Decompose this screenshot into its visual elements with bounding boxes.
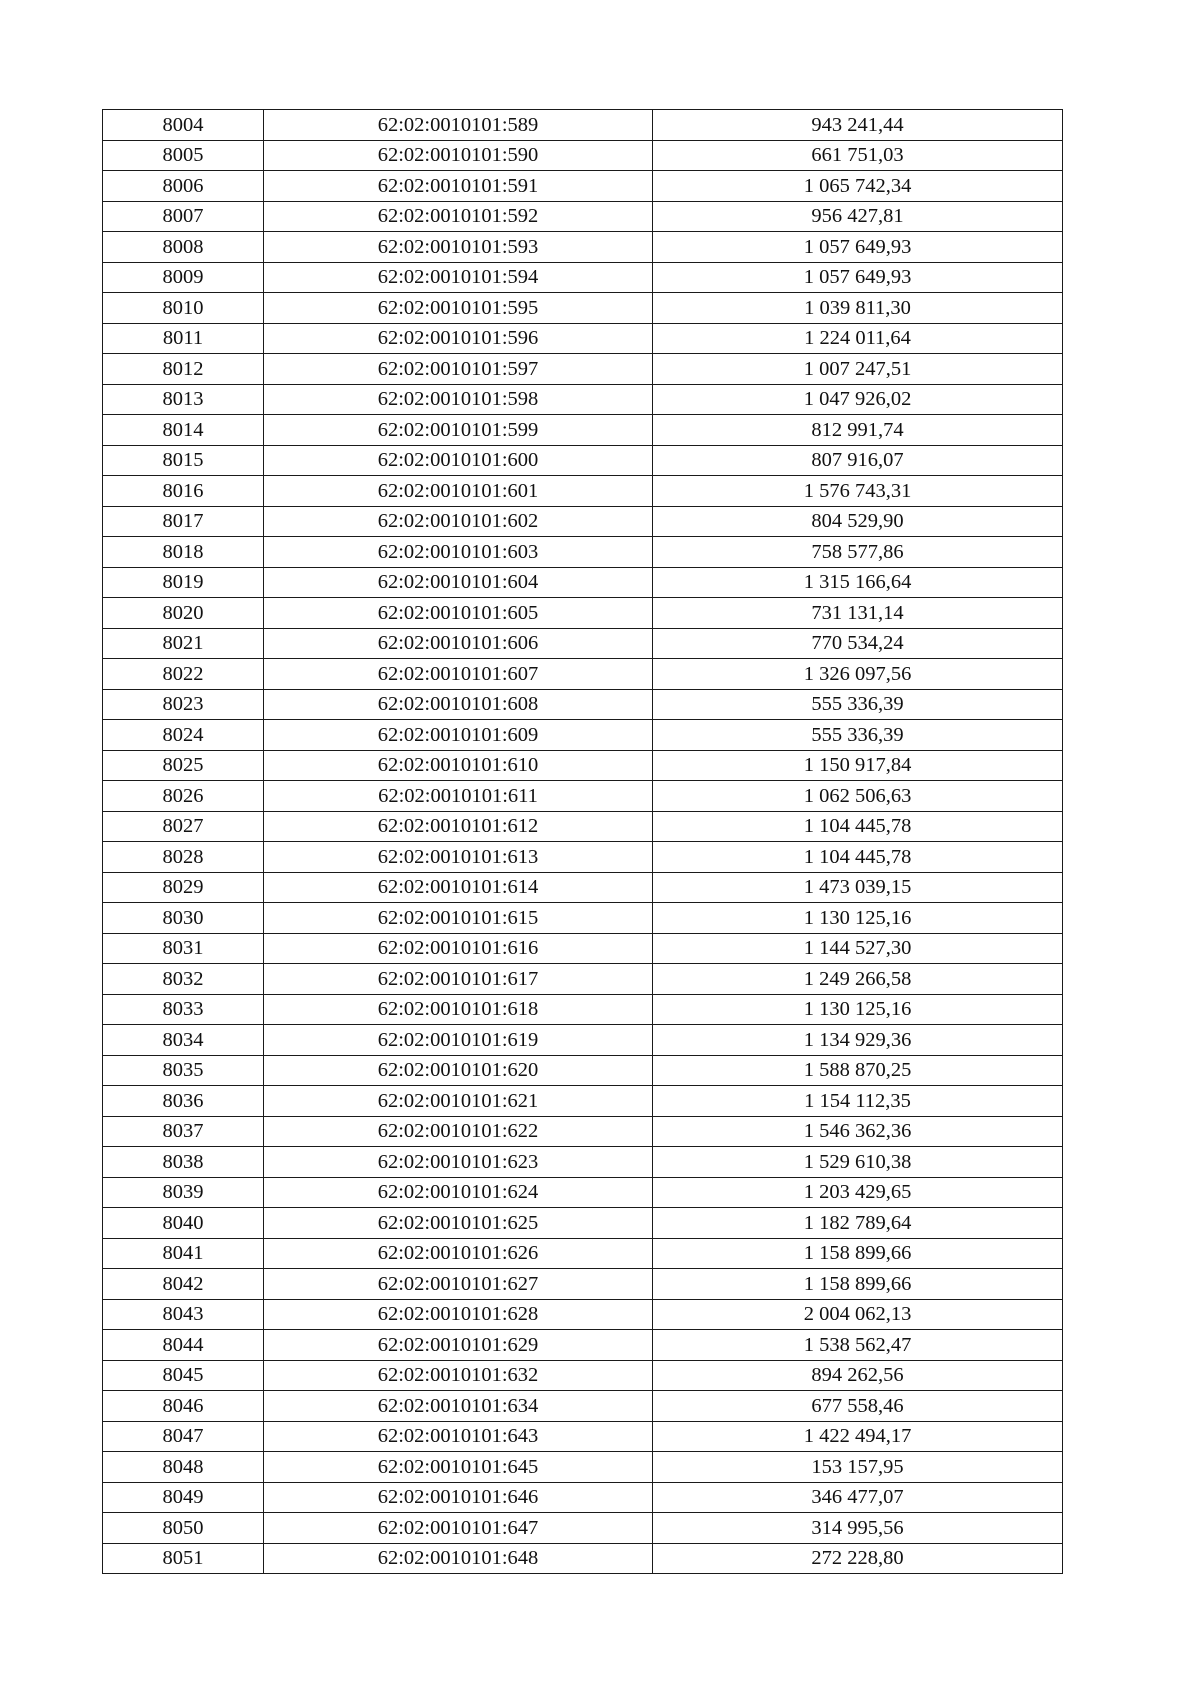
table-row (103, 1238, 1063, 1269)
cadastral-number-cell: 62:02:0010101:619 (264, 1025, 653, 1056)
value-cell: 1 062 506,63 (653, 781, 1063, 812)
table-row (103, 1116, 1063, 1147)
table-row (103, 232, 1063, 263)
table-row (103, 720, 1063, 751)
cadastral-number-cell: 62:02:0010101:609 (264, 720, 653, 751)
row-number-cell: 8043 (103, 1299, 264, 1330)
table-row (103, 1360, 1063, 1391)
cadastral-number-cell: 62:02:0010101:600 (264, 445, 653, 476)
value-cell: 1 154 112,35 (653, 1086, 1063, 1117)
table-row (103, 1025, 1063, 1056)
row-number-cell: 8014 (103, 415, 264, 446)
row-number-cell: 8040 (103, 1208, 264, 1239)
cadastral-number-cell: 62:02:0010101:634 (264, 1391, 653, 1422)
row-number-cell: 8046 (103, 1391, 264, 1422)
table-row (103, 445, 1063, 476)
value-cell: 804 529,90 (653, 506, 1063, 537)
table-row (103, 1147, 1063, 1178)
cadastral-number-cell: 62:02:0010101:622 (264, 1116, 653, 1147)
row-number-cell: 8021 (103, 628, 264, 659)
row-number-cell: 8031 (103, 933, 264, 964)
table-row (103, 171, 1063, 202)
value-cell: 1 144 527,30 (653, 933, 1063, 964)
cadastral-number-cell: 62:02:0010101:591 (264, 171, 653, 202)
table-row (103, 750, 1063, 781)
cadastral-number-cell: 62:02:0010101:617 (264, 964, 653, 995)
value-cell: 1 130 125,16 (653, 903, 1063, 934)
cadastral-number-cell: 62:02:0010101:595 (264, 293, 653, 324)
value-cell: 1 249 266,58 (653, 964, 1063, 995)
table-row (103, 1482, 1063, 1513)
value-cell: 1 047 926,02 (653, 384, 1063, 415)
row-number-cell: 8051 (103, 1543, 264, 1574)
cadastral-number-cell: 62:02:0010101:616 (264, 933, 653, 964)
cadastral-number-cell: 62:02:0010101:589 (264, 110, 653, 141)
row-number-cell: 8029 (103, 872, 264, 903)
cadastral-number-cell: 62:02:0010101:613 (264, 842, 653, 873)
table-row (103, 689, 1063, 720)
value-cell: 812 991,74 (653, 415, 1063, 446)
cadastral-number-cell: 62:02:0010101:647 (264, 1513, 653, 1544)
cadastral-number-cell: 62:02:0010101:601 (264, 476, 653, 507)
cadastral-number-cell: 62:02:0010101:632 (264, 1360, 653, 1391)
cadastral-number-cell: 62:02:0010101:629 (264, 1330, 653, 1361)
value-cell: 272 228,80 (653, 1543, 1063, 1574)
row-number-cell: 8015 (103, 445, 264, 476)
value-cell: 1 057 649,93 (653, 232, 1063, 263)
value-cell: 1 158 899,66 (653, 1269, 1063, 1300)
cadastral-number-cell: 62:02:0010101:625 (264, 1208, 653, 1239)
value-cell: 1 203 429,65 (653, 1177, 1063, 1208)
row-number-cell: 8023 (103, 689, 264, 720)
row-number-cell: 8006 (103, 171, 264, 202)
cadastral-number-cell: 62:02:0010101:606 (264, 628, 653, 659)
row-number-cell: 8007 (103, 201, 264, 232)
cadastral-value-table (102, 109, 1063, 1574)
value-cell: 314 995,56 (653, 1513, 1063, 1544)
table-row (103, 964, 1063, 995)
table-row (103, 1086, 1063, 1117)
value-cell: 1 134 929,36 (653, 1025, 1063, 1056)
table-row (103, 994, 1063, 1025)
row-number-cell: 8037 (103, 1116, 264, 1147)
row-number-cell: 8026 (103, 781, 264, 812)
value-cell: 1 546 362,36 (653, 1116, 1063, 1147)
value-cell: 1 588 870,25 (653, 1055, 1063, 1086)
row-number-cell: 8016 (103, 476, 264, 507)
value-cell: 956 427,81 (653, 201, 1063, 232)
cadastral-number-cell: 62:02:0010101:645 (264, 1452, 653, 1483)
row-number-cell: 8038 (103, 1147, 264, 1178)
table-row (103, 628, 1063, 659)
value-cell: 555 336,39 (653, 689, 1063, 720)
table-row (103, 293, 1063, 324)
cadastral-number-cell: 62:02:0010101:623 (264, 1147, 653, 1178)
table-row (103, 1208, 1063, 1239)
value-cell: 1 315 166,64 (653, 567, 1063, 598)
table-row (103, 1055, 1063, 1086)
row-number-cell: 8017 (103, 506, 264, 537)
cadastral-number-cell: 62:02:0010101:643 (264, 1421, 653, 1452)
cadastral-number-cell: 62:02:0010101:612 (264, 811, 653, 842)
value-cell: 1 182 789,64 (653, 1208, 1063, 1239)
cadastral-number-cell: 62:02:0010101:597 (264, 354, 653, 385)
table-row (103, 140, 1063, 171)
value-cell: 2 004 062,13 (653, 1299, 1063, 1330)
table-row (103, 415, 1063, 446)
row-number-cell: 8050 (103, 1513, 264, 1544)
row-number-cell: 8020 (103, 598, 264, 629)
cadastral-number-cell: 62:02:0010101:610 (264, 750, 653, 781)
table-row (103, 1421, 1063, 1452)
row-number-cell: 8004 (103, 110, 264, 141)
row-number-cell: 8049 (103, 1482, 264, 1513)
table-row (103, 1513, 1063, 1544)
value-cell: 1 538 562,47 (653, 1330, 1063, 1361)
row-number-cell: 8024 (103, 720, 264, 751)
cadastral-number-cell: 62:02:0010101:593 (264, 232, 653, 263)
table-row (103, 903, 1063, 934)
row-number-cell: 8018 (103, 537, 264, 568)
row-number-cell: 8008 (103, 232, 264, 263)
row-number-cell: 8010 (103, 293, 264, 324)
table-row (103, 110, 1063, 141)
table-row (103, 354, 1063, 385)
cadastral-number-cell: 62:02:0010101:627 (264, 1269, 653, 1300)
table-row (103, 262, 1063, 293)
value-cell: 1 007 247,51 (653, 354, 1063, 385)
row-number-cell: 8048 (103, 1452, 264, 1483)
cadastral-number-cell: 62:02:0010101:648 (264, 1543, 653, 1574)
row-number-cell: 8009 (103, 262, 264, 293)
value-cell: 1 104 445,78 (653, 811, 1063, 842)
value-cell: 677 558,46 (653, 1391, 1063, 1422)
row-number-cell: 8025 (103, 750, 264, 781)
table-row (103, 537, 1063, 568)
cadastral-number-cell: 62:02:0010101:603 (264, 537, 653, 568)
row-number-cell: 8028 (103, 842, 264, 873)
cadastral-number-cell: 62:02:0010101:598 (264, 384, 653, 415)
table-row (103, 323, 1063, 354)
cadastral-number-cell: 62:02:0010101:628 (264, 1299, 653, 1330)
cadastral-number-cell: 62:02:0010101:590 (264, 140, 653, 171)
value-cell: 1 576 743,31 (653, 476, 1063, 507)
value-cell: 1 039 811,30 (653, 293, 1063, 324)
value-cell: 807 916,07 (653, 445, 1063, 476)
value-cell: 555 336,39 (653, 720, 1063, 751)
cadastral-number-cell: 62:02:0010101:620 (264, 1055, 653, 1086)
table-row (103, 1391, 1063, 1422)
value-cell: 1 104 445,78 (653, 842, 1063, 873)
cadastral-number-cell: 62:02:0010101:611 (264, 781, 653, 812)
row-number-cell: 8032 (103, 964, 264, 995)
value-cell: 770 534,24 (653, 628, 1063, 659)
table-row (103, 506, 1063, 537)
value-cell: 894 262,56 (653, 1360, 1063, 1391)
value-cell: 1 158 899,66 (653, 1238, 1063, 1269)
table-row (103, 384, 1063, 415)
row-number-cell: 8011 (103, 323, 264, 354)
table-row (103, 567, 1063, 598)
row-number-cell: 8044 (103, 1330, 264, 1361)
row-number-cell: 8005 (103, 140, 264, 171)
value-cell: 1 130 125,16 (653, 994, 1063, 1025)
value-cell: 758 577,86 (653, 537, 1063, 568)
table-row (103, 1543, 1063, 1574)
row-number-cell: 8013 (103, 384, 264, 415)
value-cell: 1 529 610,38 (653, 1147, 1063, 1178)
row-number-cell: 8033 (103, 994, 264, 1025)
table-row (103, 201, 1063, 232)
cadastral-number-cell: 62:02:0010101:614 (264, 872, 653, 903)
row-number-cell: 8042 (103, 1269, 264, 1300)
value-cell: 1 057 649,93 (653, 262, 1063, 293)
value-cell: 661 751,03 (653, 140, 1063, 171)
cadastral-number-cell: 62:02:0010101:608 (264, 689, 653, 720)
table-row (103, 659, 1063, 690)
table-row (103, 476, 1063, 507)
table-body (103, 110, 1063, 1574)
value-cell: 731 131,14 (653, 598, 1063, 629)
table-row (103, 811, 1063, 842)
cadastral-number-cell: 62:02:0010101:592 (264, 201, 653, 232)
value-cell: 1 150 917,84 (653, 750, 1063, 781)
cadastral-number-cell: 62:02:0010101:594 (264, 262, 653, 293)
table-row (103, 933, 1063, 964)
table-row (103, 781, 1063, 812)
value-cell: 1 065 742,34 (653, 171, 1063, 202)
row-number-cell: 8041 (103, 1238, 264, 1269)
row-number-cell: 8022 (103, 659, 264, 690)
row-number-cell: 8012 (103, 354, 264, 385)
table-row (103, 872, 1063, 903)
value-cell: 1 326 097,56 (653, 659, 1063, 690)
row-number-cell: 8019 (103, 567, 264, 598)
cadastral-number-cell: 62:02:0010101:604 (264, 567, 653, 598)
row-number-cell: 8045 (103, 1360, 264, 1391)
table-row (103, 1299, 1063, 1330)
cadastral-number-cell: 62:02:0010101:624 (264, 1177, 653, 1208)
value-cell: 1 422 494,17 (653, 1421, 1063, 1452)
table-row (103, 1177, 1063, 1208)
cadastral-number-cell: 62:02:0010101:596 (264, 323, 653, 354)
row-number-cell: 8034 (103, 1025, 264, 1056)
row-number-cell: 8039 (103, 1177, 264, 1208)
table-row (103, 1330, 1063, 1361)
cadastral-number-cell: 62:02:0010101:618 (264, 994, 653, 1025)
cadastral-number-cell: 62:02:0010101:605 (264, 598, 653, 629)
table-row (103, 1452, 1063, 1483)
row-number-cell: 8047 (103, 1421, 264, 1452)
cadastral-number-cell: 62:02:0010101:646 (264, 1482, 653, 1513)
row-number-cell: 8035 (103, 1055, 264, 1086)
value-cell: 1 473 039,15 (653, 872, 1063, 903)
row-number-cell: 8036 (103, 1086, 264, 1117)
cadastral-number-cell: 62:02:0010101:602 (264, 506, 653, 537)
row-number-cell: 8030 (103, 903, 264, 934)
table-row (103, 598, 1063, 629)
value-cell: 1 224 011,64 (653, 323, 1063, 354)
cadastral-number-cell: 62:02:0010101:607 (264, 659, 653, 690)
table-row (103, 842, 1063, 873)
table-row (103, 1269, 1063, 1300)
value-cell: 943 241,44 (653, 110, 1063, 141)
value-cell: 346 477,07 (653, 1482, 1063, 1513)
row-number-cell: 8027 (103, 811, 264, 842)
cadastral-number-cell: 62:02:0010101:599 (264, 415, 653, 446)
cadastral-number-cell: 62:02:0010101:626 (264, 1238, 653, 1269)
value-cell: 153 157,95 (653, 1452, 1063, 1483)
cadastral-number-cell: 62:02:0010101:621 (264, 1086, 653, 1117)
cadastral-number-cell: 62:02:0010101:615 (264, 903, 653, 934)
